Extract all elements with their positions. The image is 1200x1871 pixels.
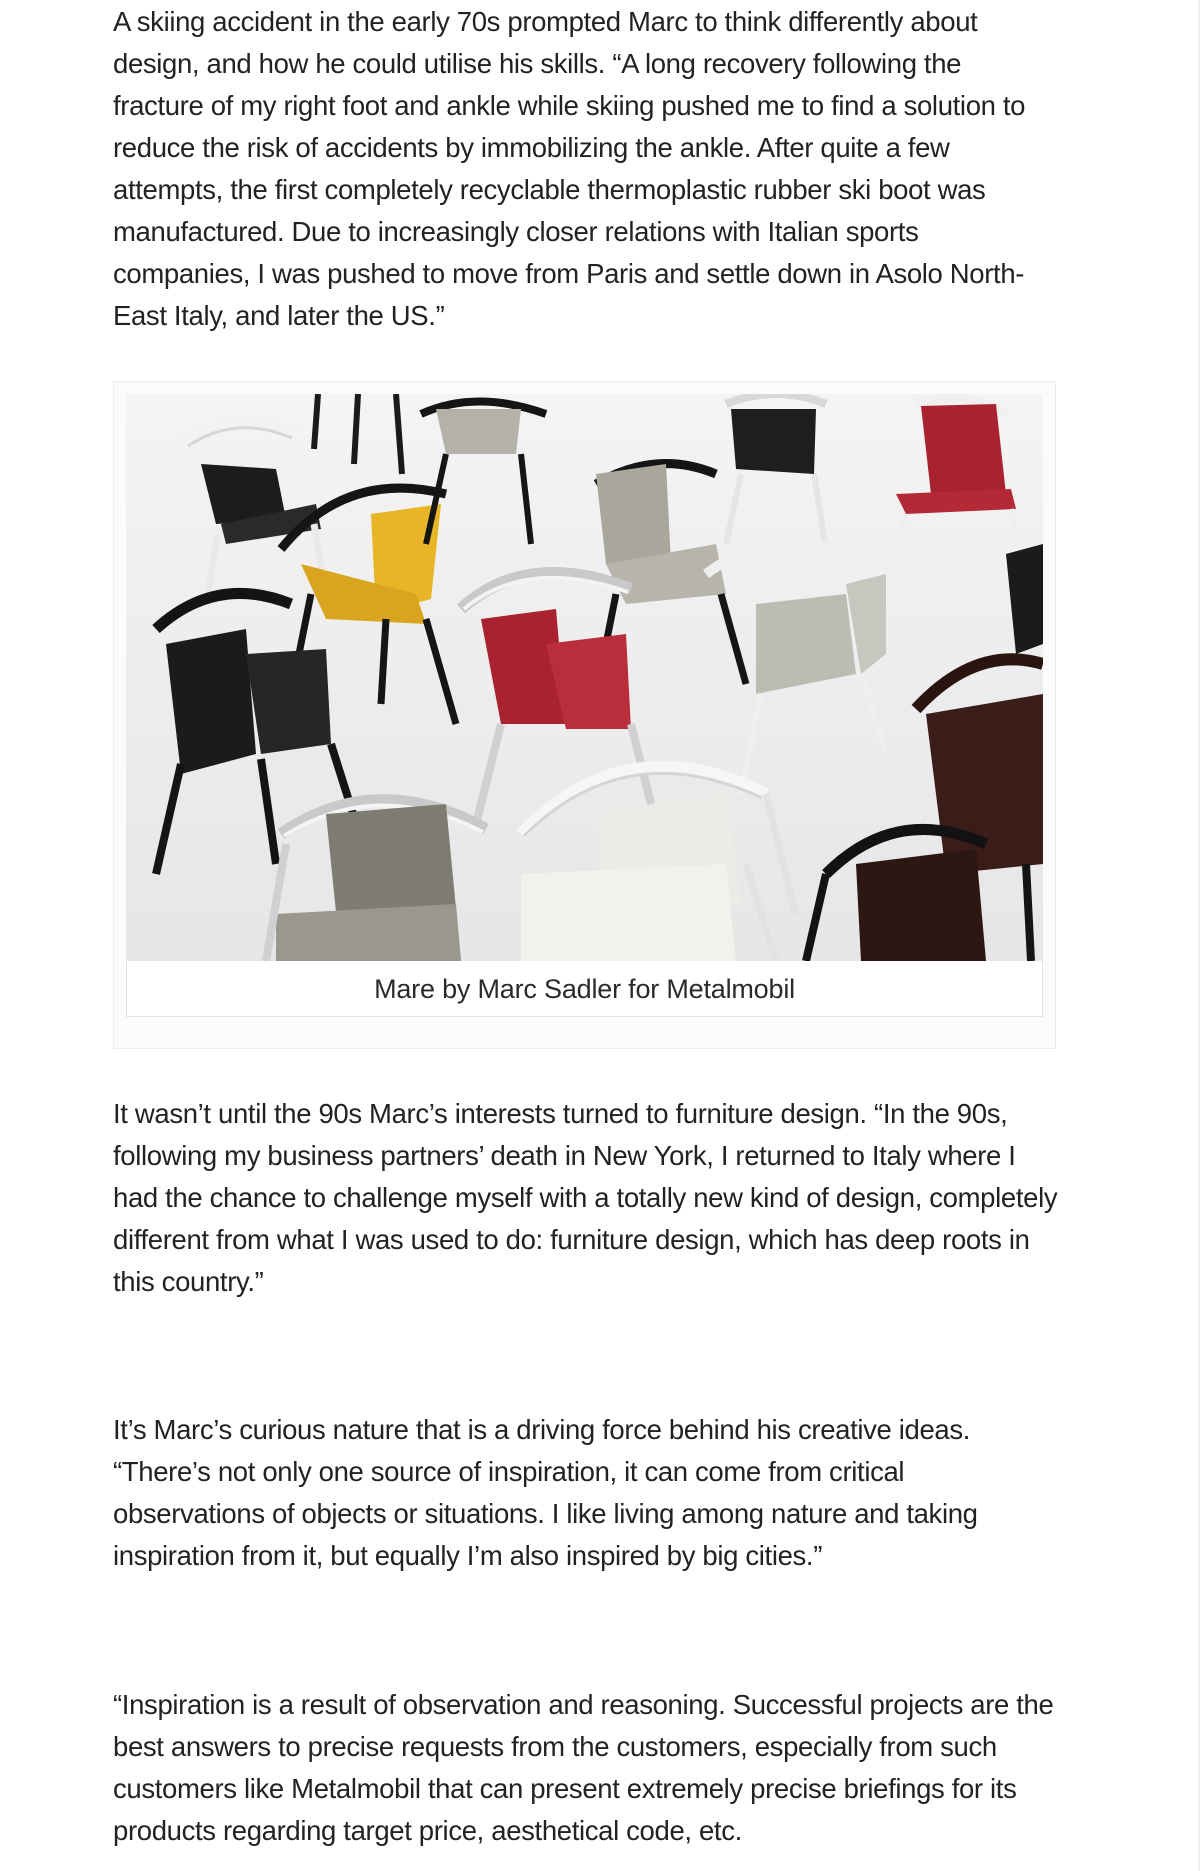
figure: [113, 381, 1056, 1049]
paragraph: “Inspiration is a result of observation and reasoning. Successful projects are the best answers to precise requests from the customers, especially from such customers like Metalmobil that can present extremely precise briefings for its products regarding target price, aesthetical code, etc.: [113, 1689, 1054, 1846]
paragraph: It wasn’t until the 90s Marc’s interests turned to furniture design. “In the 90s, following my business partners’ death in New York, I returned to Italy where I had the chance to challenge myself with a totally new kind of design, completely different from what I was used to do: furniture design, which has deep roots in this country.”: [113, 1098, 1058, 1297]
paragraph: It’s Marc’s curious nature that is a driving force behind his creative ideas. “There’s not only one source of inspiration, it can come from critical observations of objects or situations. I like living among nature and taking inspiration from it, but equally I’m also inspired by big cities.”: [113, 1414, 978, 1571]
paragraph: A skiing accident in the early 70s prompted Marc to think differently about design, and how he could utilise his skills. “A long recovery following the fracture of my right foot and ankle while skiing pushed me to find a solution to reduce the risk of accidents by immobilizing the ankle. After quite a few attempts, the first completely recyclable thermoplastic rubber ski boot was manufactured. Due to increasingly closer relations with Italian sports companies, I was pushed to move from Paris and settle down in Asolo North-East Italy, and later the US.”: [113, 6, 1026, 331]
figure-caption-box: [126, 961, 1043, 1017]
figure-caption: Mare by Marc Sadler for Metalmobil: [374, 974, 795, 1004]
chairs-photo: [126, 394, 1043, 961]
chairs-illustration: [126, 394, 1043, 961]
